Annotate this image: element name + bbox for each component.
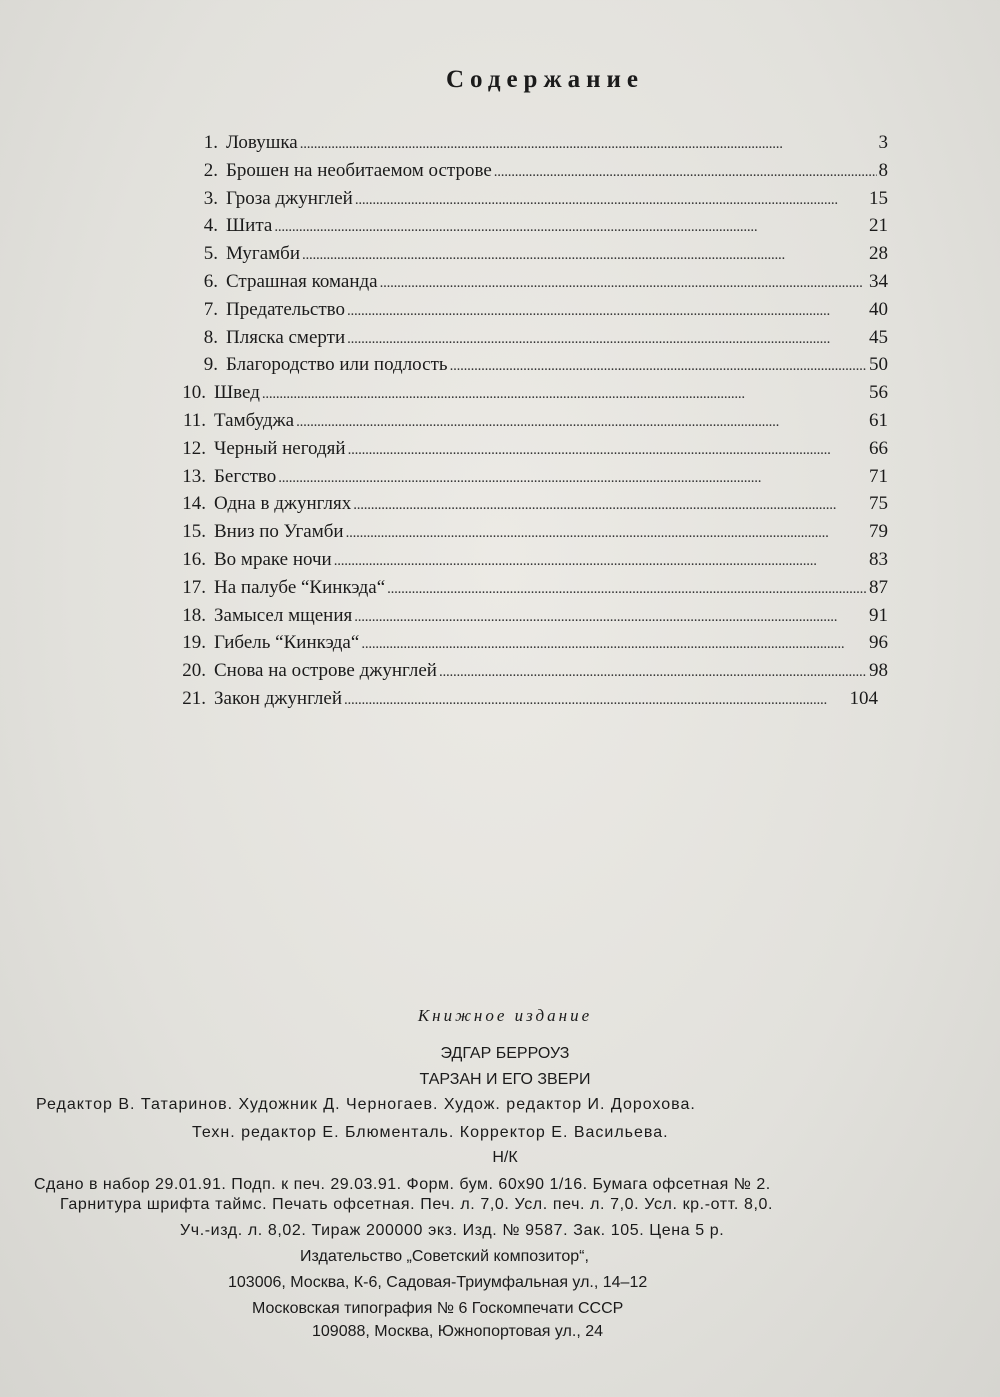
toc-number: 4. bbox=[203, 215, 218, 237]
toc-page-number: 3 bbox=[878, 132, 888, 153]
toc-page-number: 96 bbox=[869, 632, 888, 654]
toc-title: Благородство или подлость bbox=[226, 354, 448, 376]
printer-address: 109088, Москва, Южнопортовая ул., 24 bbox=[312, 1323, 603, 1340]
toc-number: 15. bbox=[182, 521, 206, 543]
toc-title: Швед bbox=[214, 382, 260, 404]
toc-page-number: 56 bbox=[869, 382, 888, 404]
toc-title: Брошен на необитаемом острове bbox=[226, 159, 492, 181]
credits-line-1: Редактор В. Татаринов. Художник Д. Черногаев. Худож. редактор И. Дорохова. bbox=[36, 1096, 696, 1113]
toc-leader-dots bbox=[439, 664, 867, 681]
toc-leader-dots bbox=[348, 442, 867, 459]
toc-entry bbox=[172, 605, 888, 633]
toc-title: Гроза джунглей bbox=[226, 187, 353, 209]
print-line-2: Гарнитура шрифта таймс. Печать офсетная. Печ. л. 7,0. Усл. печ. л. 7,0. Усл. кр.-отт. 8,0. bbox=[60, 1196, 774, 1213]
toc-leader-dots bbox=[300, 136, 877, 153]
toc-page-number: 87 bbox=[869, 576, 888, 598]
toc-page-number: 75 bbox=[869, 493, 888, 515]
toc-page-number: 79 bbox=[869, 521, 888, 543]
toc-title: Страшная команда bbox=[226, 271, 378, 292]
toc-page-number: 98 bbox=[869, 660, 888, 682]
toc-title: Гибель “Кинкэда“ bbox=[214, 632, 360, 654]
toc-number: 10. bbox=[182, 382, 206, 404]
code: Н/К bbox=[492, 1149, 518, 1166]
toc-leader-dots bbox=[361, 636, 867, 653]
toc-leader-dots bbox=[346, 525, 867, 542]
toc-leader-dots bbox=[334, 553, 867, 570]
toc-number: 14. bbox=[182, 493, 206, 515]
toc-number: 16. bbox=[182, 549, 206, 570]
edition-type: Книжное издание bbox=[417, 1006, 593, 1025]
toc-number: 19. bbox=[182, 632, 206, 654]
toc-leader-dots bbox=[344, 692, 841, 709]
toc-leader-dots bbox=[355, 192, 867, 209]
toc-leader-dots bbox=[380, 275, 867, 292]
toc-entry bbox=[200, 132, 888, 160]
toc-leader-dots bbox=[353, 497, 867, 514]
toc-leader-dots bbox=[274, 219, 867, 236]
toc-entry bbox=[172, 688, 878, 716]
toc-entry bbox=[172, 466, 888, 494]
toc-title: На палубе “Кинкэда“ bbox=[214, 576, 386, 598]
toc-title: Снова на острове джунглей bbox=[214, 660, 437, 682]
toc-number: 1. bbox=[203, 132, 218, 153]
toc-entry bbox=[200, 271, 888, 299]
toc-entry bbox=[200, 299, 888, 327]
toc-page-number: 61 bbox=[869, 410, 888, 431]
toc-leader-dots bbox=[450, 358, 867, 375]
toc-number: 11. bbox=[182, 410, 206, 431]
page-title: Содержание bbox=[445, 66, 644, 93]
publisher-address: 103006, Москва, К-6, Садовая-Триумфальная ул., 14–12 bbox=[228, 1274, 648, 1291]
toc-number: 2. bbox=[203, 159, 218, 181]
toc-number: 12. bbox=[182, 437, 206, 459]
toc-entry bbox=[172, 660, 888, 688]
toc-leader-dots bbox=[494, 164, 877, 181]
toc-page-number: 15 bbox=[869, 187, 888, 209]
toc-title: Шита bbox=[226, 215, 273, 237]
toc-page-number: 8 bbox=[878, 159, 888, 181]
toc-leader-dots bbox=[354, 609, 867, 626]
toc-title: Мугамби bbox=[226, 243, 301, 265]
author: ЭДГАР БЕРРОУЗ bbox=[440, 1045, 570, 1062]
toc-number: 20. bbox=[182, 660, 206, 682]
toc-entry bbox=[172, 632, 888, 660]
toc-title: Одна в джунглях bbox=[214, 493, 352, 515]
toc-entry bbox=[172, 410, 888, 438]
toc-page-number: 66 bbox=[869, 437, 888, 459]
toc-entry bbox=[200, 215, 888, 243]
book-title: ТАРЗАН И ЕГО ЗВЕРИ bbox=[419, 1071, 591, 1088]
toc-entry bbox=[172, 438, 888, 466]
toc-page-number: 71 bbox=[869, 465, 888, 487]
toc-number: 6. bbox=[203, 271, 218, 292]
toc-number: 13. bbox=[182, 465, 206, 487]
toc-page-number: 50 bbox=[869, 354, 888, 376]
toc-title: Бегство bbox=[214, 465, 277, 487]
toc-page-number: 104 bbox=[849, 688, 878, 709]
toc-page-number: 45 bbox=[869, 326, 888, 348]
toc-entry bbox=[200, 327, 888, 355]
toc-title: Черный негодяй bbox=[214, 437, 346, 459]
toc-number: 3. bbox=[203, 187, 218, 209]
toc-page-number: 21 bbox=[869, 215, 888, 237]
publisher: Издательство „Советский композитор“, bbox=[300, 1248, 589, 1265]
print-line-1: Сдано в набор 29.01.91. Подп. к печ. 29.03.91. Форм. бум. 60x90 1/16. Бумага офсетная № 2. bbox=[34, 1176, 771, 1193]
credits-line-2: Техн. редактор Е. Блюменталь. Корректор Е. Васильева. bbox=[192, 1124, 669, 1141]
toc-page-number: 28 bbox=[869, 243, 888, 265]
toc-title: Тамбуджа bbox=[214, 410, 295, 431]
toc-number: 7. bbox=[203, 298, 218, 320]
toc-leader-dots bbox=[302, 247, 867, 264]
toc-leader-dots bbox=[296, 414, 867, 431]
toc-page-number: 83 bbox=[869, 549, 888, 570]
toc-leader-dots bbox=[347, 331, 867, 348]
toc-number: 5. bbox=[203, 243, 218, 265]
toc-title: Во мраке ночи bbox=[214, 549, 332, 570]
toc-entry bbox=[172, 549, 888, 577]
toc-leader-dots bbox=[387, 581, 867, 598]
toc-entry bbox=[200, 160, 888, 188]
toc-page-number: 40 bbox=[869, 298, 888, 320]
toc-title: Пляска смерти bbox=[226, 326, 346, 348]
print-line-3: Уч.-изд. л. 8,02. Тираж 200000 экз. Изд. № 9587. Зак. 105. Цена 5 р. bbox=[180, 1222, 725, 1239]
toc-leader-dots bbox=[347, 303, 867, 320]
toc-number: 9. bbox=[203, 354, 218, 376]
toc-title: Вниз по Угамби bbox=[214, 521, 344, 543]
toc-leader-dots bbox=[262, 386, 867, 403]
toc-entry bbox=[200, 243, 888, 271]
toc-entry bbox=[172, 577, 888, 605]
toc-entry bbox=[172, 382, 888, 410]
toc-number: 17. bbox=[182, 576, 206, 598]
toc-title: Ловушка bbox=[226, 132, 298, 153]
toc-page-number: 34 bbox=[869, 271, 888, 292]
toc-number: 18. bbox=[182, 604, 206, 626]
toc-leader-dots bbox=[278, 470, 867, 487]
toc-number: 8. bbox=[203, 326, 218, 348]
toc-title: Замысел мщения bbox=[214, 604, 353, 626]
toc-entry bbox=[200, 188, 888, 216]
printer: Московская типография № 6 Госкомпечати СССР bbox=[252, 1300, 624, 1317]
toc-title: Закон джунглей bbox=[214, 688, 343, 709]
toc-page-number: 91 bbox=[869, 604, 888, 626]
toc-number: 21. bbox=[182, 688, 206, 709]
toc-entry bbox=[200, 354, 888, 382]
toc-entry bbox=[172, 521, 888, 549]
toc-title: Предательство bbox=[226, 298, 345, 320]
toc-entry bbox=[172, 493, 888, 521]
